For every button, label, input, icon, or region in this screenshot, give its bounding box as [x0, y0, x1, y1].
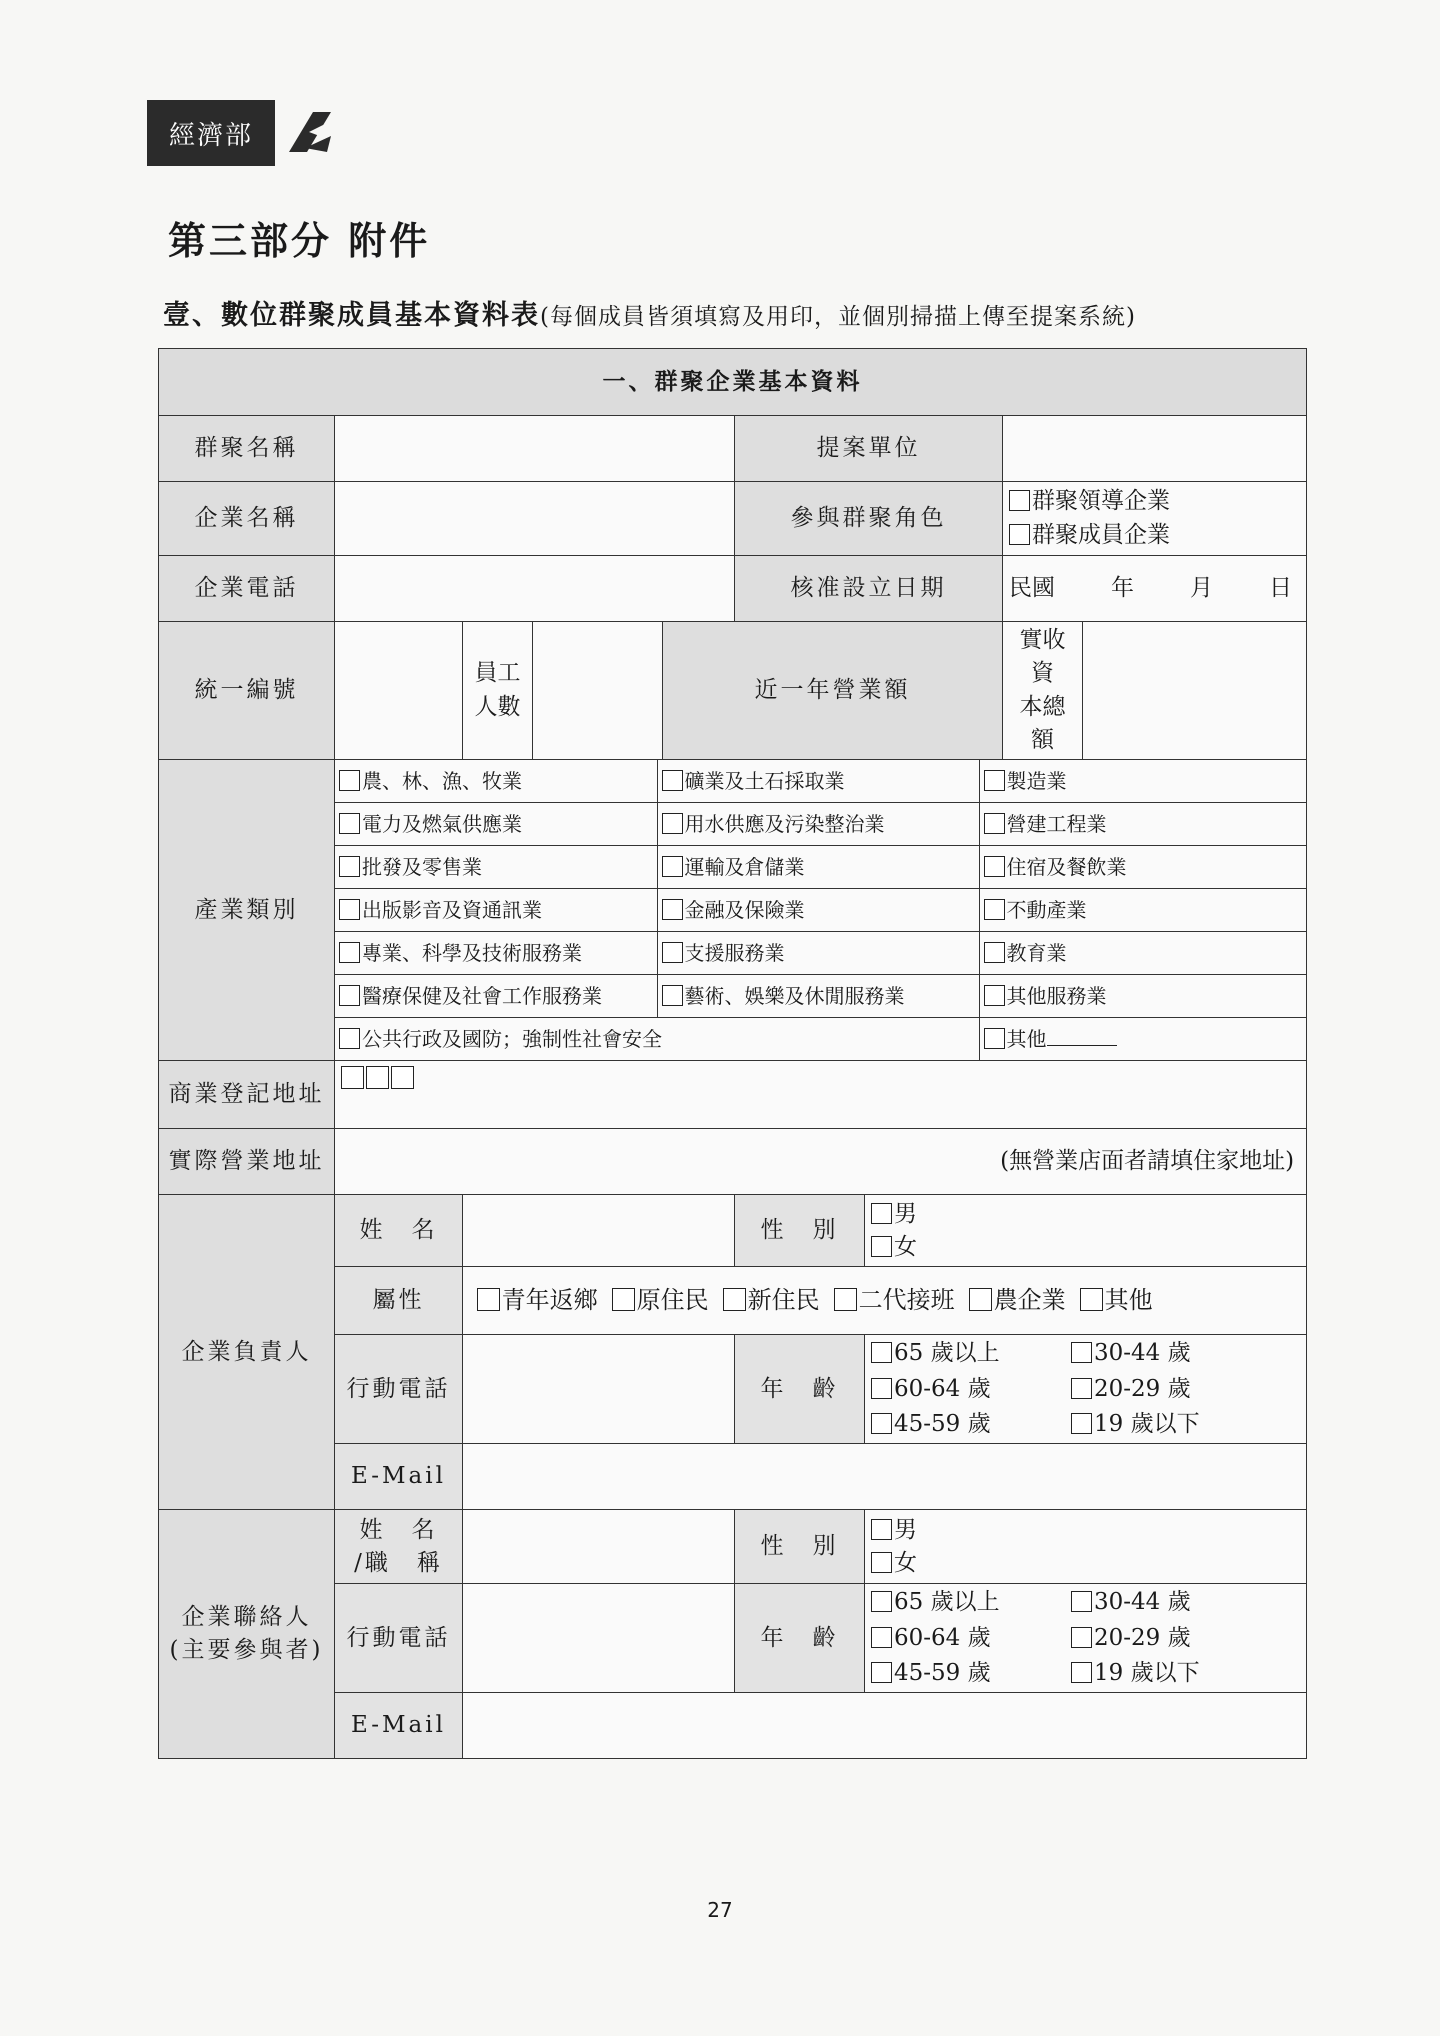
- contact-age-options: [865, 1584, 1307, 1693]
- industry-option[interactable]: [979, 932, 1306, 975]
- age-label: 45-59 歲: [894, 1411, 991, 1438]
- industry-option[interactable]: [657, 975, 979, 1018]
- checkbox[interactable]: [969, 1288, 992, 1311]
- attribute-label: 青年返鄉: [501, 1286, 598, 1315]
- industry-option[interactable]: [335, 1018, 979, 1061]
- checkbox[interactable]: [1071, 1591, 1092, 1612]
- moea-logo-icon: [279, 108, 335, 158]
- age-label: 45-59 歲: [894, 1660, 991, 1687]
- part-title: 第三部分 附件: [168, 218, 431, 263]
- checkbox[interactable]: [1009, 524, 1030, 545]
- industry-row: [335, 760, 1306, 803]
- postal-code-box[interactable]: [391, 1066, 414, 1089]
- attribute-label: 原住民: [636, 1286, 709, 1315]
- age-option[interactable]: [871, 1657, 1071, 1690]
- age-option[interactable]: [871, 1586, 1071, 1619]
- checkbox[interactable]: [662, 856, 683, 877]
- cluster-name-field[interactable]: [335, 416, 735, 482]
- company-phone-label: 企業電話: [159, 556, 335, 622]
- checkbox[interactable]: [871, 1203, 892, 1224]
- age-label: 19 歲以下: [1094, 1660, 1200, 1687]
- role-option-leader[interactable]: [1009, 485, 1300, 518]
- industry-label: 產業類別: [159, 760, 335, 1061]
- industry-option[interactable]: [335, 932, 657, 975]
- industry-option-label: 運輸及倉儲業: [684, 854, 805, 879]
- owner-mobile-field[interactable]: [463, 1335, 735, 1444]
- age-option[interactable]: [1071, 1337, 1251, 1370]
- age-label: 19 歲以下: [1094, 1411, 1200, 1438]
- age-label: 20-29 歲: [1094, 1375, 1191, 1402]
- contact-name-label-line1: 姓 名: [359, 1516, 438, 1543]
- contact-label: [159, 1510, 335, 1759]
- age-label: 20-29 歲: [1094, 1624, 1191, 1651]
- checkbox[interactable]: [1080, 1288, 1103, 1311]
- company-name-label: 企業名稱: [159, 482, 335, 556]
- company-phone-field[interactable]: [335, 556, 735, 622]
- checkbox[interactable]: [984, 899, 1005, 920]
- employees-field[interactable]: [533, 622, 663, 760]
- contact-gender-label: 性 別: [735, 1510, 865, 1584]
- industry-option-label: 其他服務業: [1006, 983, 1107, 1008]
- industry-option-label: 農、林、漁、牧業: [362, 768, 522, 793]
- industry-option[interactable]: [335, 803, 657, 846]
- age-label: 65 歲以上: [894, 1589, 1000, 1616]
- owner-gender-options: [865, 1195, 1307, 1267]
- industry-row: [335, 975, 1306, 1018]
- attribute-label: 農企業: [993, 1286, 1066, 1315]
- age-option[interactable]: [871, 1373, 1071, 1406]
- industry-option-label: 住宿及餐飲業: [1006, 854, 1127, 879]
- date-era: 民國: [1009, 574, 1055, 601]
- industry-row: [335, 889, 1306, 932]
- role-option-label: 群聚成員企業: [1032, 521, 1170, 548]
- proposal-unit-field[interactable]: [1003, 416, 1307, 482]
- checkbox[interactable]: [1009, 490, 1030, 511]
- checkbox[interactable]: [834, 1288, 857, 1311]
- owner-name-label: 姓 名: [335, 1195, 463, 1267]
- approval-date-label: 核准設立日期: [735, 556, 1003, 622]
- industry-option[interactable]: [979, 846, 1306, 889]
- checkbox[interactable]: [984, 985, 1005, 1006]
- checkbox[interactable]: [662, 985, 683, 1006]
- ministry-logo: [147, 100, 337, 166]
- owner-attribute-options: [463, 1267, 1307, 1335]
- checkbox[interactable]: [871, 1591, 892, 1612]
- industry-option[interactable]: [979, 975, 1306, 1018]
- contact-name-label-line2: /職 稱: [354, 1549, 443, 1576]
- attribute-option[interactable]: [969, 1286, 1066, 1314]
- industry-option[interactable]: [979, 889, 1306, 932]
- industry-option-label: 不動產業: [1006, 897, 1087, 922]
- industry-option-label: 藝術、娛樂及休閒服務業: [684, 983, 905, 1008]
- attribute-option[interactable]: [477, 1286, 598, 1314]
- gender-label: 男: [894, 1516, 917, 1543]
- employees-label-line1: 員工: [474, 660, 521, 687]
- owner-label: 企業負責人: [159, 1195, 335, 1510]
- checkbox[interactable]: [1071, 1413, 1092, 1434]
- checkbox[interactable]: [339, 899, 360, 920]
- role-option-member[interactable]: [1009, 519, 1300, 552]
- employees-label-line2: 人數: [474, 693, 521, 720]
- attribute-option[interactable]: [834, 1286, 955, 1314]
- business-address-field[interactable]: [335, 1061, 1307, 1129]
- industry-option[interactable]: [335, 760, 657, 803]
- industry-option-label: 礦業及土石採取業: [684, 768, 845, 793]
- revenue-label: 近一年營業額: [663, 622, 1003, 760]
- contact-mobile-label: 行動電話: [335, 1584, 463, 1693]
- industry-option[interactable]: [657, 889, 979, 932]
- industry-option-label: 公共行政及國防；強制性社會安全: [362, 1026, 662, 1051]
- attribute-label: 其他: [1104, 1286, 1153, 1315]
- company-name-field[interactable]: [335, 482, 735, 556]
- checkbox[interactable]: [612, 1288, 635, 1311]
- gender-option-female[interactable]: [871, 1231, 1300, 1264]
- form-heading: 一、群聚企業基本資料: [159, 349, 1307, 416]
- industry-option[interactable]: [979, 760, 1306, 803]
- industry-option-label: 電力及燃氣供應業: [362, 811, 522, 836]
- actual-address-field[interactable]: [335, 1129, 1307, 1195]
- age-label: 30-44 歲: [1094, 1589, 1191, 1616]
- industry-grid: [335, 760, 1306, 1060]
- industry-row: [335, 1018, 1306, 1061]
- gender-option-male[interactable]: [871, 1514, 1300, 1547]
- contact-name-label: [335, 1510, 463, 1584]
- industry-row: [335, 846, 1306, 889]
- owner-name-field[interactable]: [463, 1195, 735, 1267]
- checkbox[interactable]: [871, 1552, 892, 1573]
- other-blank-line[interactable]: [1047, 1031, 1117, 1046]
- checkbox[interactable]: [1071, 1627, 1092, 1648]
- age-label: 65 歲以上: [894, 1340, 1000, 1367]
- owner-age-label: 年 齡: [735, 1335, 865, 1444]
- industry-option-label: 製造業: [1006, 768, 1067, 793]
- attribute-option[interactable]: [1080, 1286, 1153, 1314]
- attribute-option[interactable]: [723, 1286, 820, 1314]
- age-option[interactable]: [871, 1622, 1071, 1655]
- checkbox[interactable]: [871, 1342, 892, 1363]
- age-option[interactable]: [871, 1408, 1071, 1441]
- industry-option[interactable]: [657, 803, 979, 846]
- industry-options: [335, 760, 1307, 1061]
- industry-option-label: 營建工程業: [1006, 811, 1107, 836]
- capital-label-line2: 本總額: [1019, 693, 1066, 754]
- industry-option-label: 其他: [1006, 1026, 1047, 1051]
- section-title-text: 壹、數位群聚成員基本資料表: [163, 300, 540, 331]
- industry-option[interactable]: [335, 846, 657, 889]
- attribute-label: 二代接班: [858, 1286, 955, 1315]
- checkbox[interactable]: [984, 1028, 1005, 1049]
- contact-email-label: E-Mail: [335, 1693, 463, 1759]
- capital-field[interactable]: [1083, 622, 1307, 760]
- postal-code-box[interactable]: [366, 1066, 389, 1089]
- role-option-label: 群聚領導企業: [1032, 488, 1170, 515]
- page-number: 27: [707, 1898, 733, 1922]
- checkbox[interactable]: [984, 942, 1005, 963]
- checkbox[interactable]: [871, 1662, 892, 1683]
- checkbox[interactable]: [339, 770, 360, 791]
- cluster-role-label: 參與群聚角色: [735, 482, 1003, 556]
- checkbox[interactable]: [1071, 1378, 1092, 1399]
- checkbox[interactable]: [339, 985, 360, 1006]
- industry-option[interactable]: [335, 975, 657, 1018]
- capital-label: [1003, 622, 1083, 760]
- checkbox[interactable]: [339, 813, 360, 834]
- approval-date-field[interactable]: [1003, 556, 1307, 622]
- date-month: 月: [1190, 574, 1214, 601]
- age-option[interactable]: [871, 1337, 1071, 1370]
- checkbox[interactable]: [339, 856, 360, 877]
- industry-option[interactable]: [335, 889, 657, 932]
- owner-email-field[interactable]: [463, 1444, 1307, 1510]
- section-note: (每個成員皆須填寫及用印，並個別掃描上傳至提案系統): [540, 304, 1136, 330]
- gender-label: 男: [894, 1200, 917, 1227]
- industry-option-label: 教育業: [1006, 940, 1067, 965]
- capital-label-line1: 實收資: [1019, 627, 1066, 687]
- age-label: 30-44 歲: [1094, 1340, 1191, 1367]
- age-option[interactable]: [1071, 1657, 1251, 1690]
- checkbox[interactable]: [871, 1378, 892, 1399]
- industry-option[interactable]: [657, 932, 979, 975]
- industry-option-label: 批發及零售業: [362, 854, 482, 879]
- checkbox[interactable]: [1071, 1342, 1092, 1363]
- checkbox[interactable]: [662, 770, 683, 791]
- checkbox[interactable]: [339, 1028, 360, 1049]
- gender-option-male[interactable]: [871, 1198, 1300, 1231]
- owner-attribute-label: 屬性: [335, 1267, 463, 1335]
- checkbox[interactable]: [723, 1288, 746, 1311]
- date-year: 年: [1111, 574, 1135, 601]
- industry-option-label: 專業、科學及技術服務業: [362, 940, 582, 965]
- owner-email-label: E-Mail: [335, 1444, 463, 1510]
- gender-option-female[interactable]: [871, 1547, 1300, 1580]
- section-title: [163, 293, 1136, 332]
- industry-option-label: 支援服務業: [684, 940, 785, 965]
- contact-label-line2: (主要參與者): [169, 1637, 324, 1664]
- cluster-name-label: 群聚名稱: [159, 416, 335, 482]
- industry-option[interactable]: [657, 846, 979, 889]
- attribute-label: 新住民: [747, 1286, 820, 1315]
- owner-mobile-label: 行動電話: [335, 1335, 463, 1444]
- checkbox[interactable]: [662, 813, 683, 834]
- cluster-role-options: [1003, 482, 1307, 556]
- owner-age-options: [865, 1335, 1307, 1444]
- contact-label-line1: 企業聯絡人: [181, 1604, 312, 1631]
- checkbox[interactable]: [984, 770, 1005, 791]
- contact-email-field[interactable]: [463, 1693, 1307, 1759]
- checkbox[interactable]: [662, 942, 683, 963]
- contact-gender-options: [865, 1510, 1307, 1584]
- checkbox[interactable]: [477, 1288, 500, 1311]
- age-label: 60-64 歲: [894, 1624, 991, 1651]
- industry-option-label: 金融及保險業: [684, 897, 805, 922]
- checkbox[interactable]: [1071, 1662, 1092, 1683]
- contact-mobile-field[interactable]: [463, 1584, 735, 1693]
- contact-age-label: 年 齡: [735, 1584, 865, 1693]
- checkbox[interactable]: [984, 856, 1005, 877]
- industry-option-label: 醫療保健及社會工作服務業: [362, 983, 602, 1008]
- industry-option[interactable]: [979, 803, 1306, 846]
- gender-label: 女: [894, 1549, 917, 1576]
- date-day: 日: [1269, 574, 1293, 601]
- postal-code-box[interactable]: [341, 1066, 364, 1089]
- industry-option[interactable]: [657, 760, 979, 803]
- unified-number-label: 統一編號: [159, 622, 335, 760]
- ministry-name: 經濟部: [147, 100, 275, 166]
- business-address-label: 商業登記地址: [159, 1061, 335, 1129]
- checkbox[interactable]: [871, 1413, 892, 1434]
- age-label: 60-64 歲: [894, 1375, 991, 1402]
- gender-label: 女: [894, 1233, 917, 1260]
- cluster-member-form: [158, 348, 1307, 1759]
- actual-address-note: (無營業店面者請填住家地址): [1000, 1148, 1295, 1175]
- industry-option-other[interactable]: [979, 1018, 1306, 1061]
- owner-gender-label: 性 別: [735, 1195, 865, 1267]
- checkbox[interactable]: [871, 1236, 892, 1257]
- unified-number-field[interactable]: [335, 622, 463, 760]
- checkbox[interactable]: [339, 942, 360, 963]
- industry-option-label: 出版影音及資通訊業: [362, 897, 542, 922]
- industry-row: [335, 803, 1306, 846]
- age-option[interactable]: [1071, 1622, 1251, 1655]
- checkbox[interactable]: [871, 1519, 892, 1540]
- checkbox[interactable]: [984, 813, 1005, 834]
- industry-row: [335, 932, 1306, 975]
- employees-label: [463, 622, 533, 760]
- proposal-unit-label: 提案單位: [735, 416, 1003, 482]
- checkbox[interactable]: [662, 899, 683, 920]
- contact-name-field[interactable]: [463, 1510, 735, 1584]
- attribute-option[interactable]: [612, 1286, 709, 1314]
- age-option[interactable]: [1071, 1586, 1251, 1619]
- industry-option-label: 用水供應及污染整治業: [684, 811, 885, 836]
- age-option[interactable]: [1071, 1408, 1251, 1441]
- actual-address-label: 實際營業地址: [159, 1129, 335, 1195]
- checkbox[interactable]: [871, 1627, 892, 1648]
- age-option[interactable]: [1071, 1373, 1251, 1406]
